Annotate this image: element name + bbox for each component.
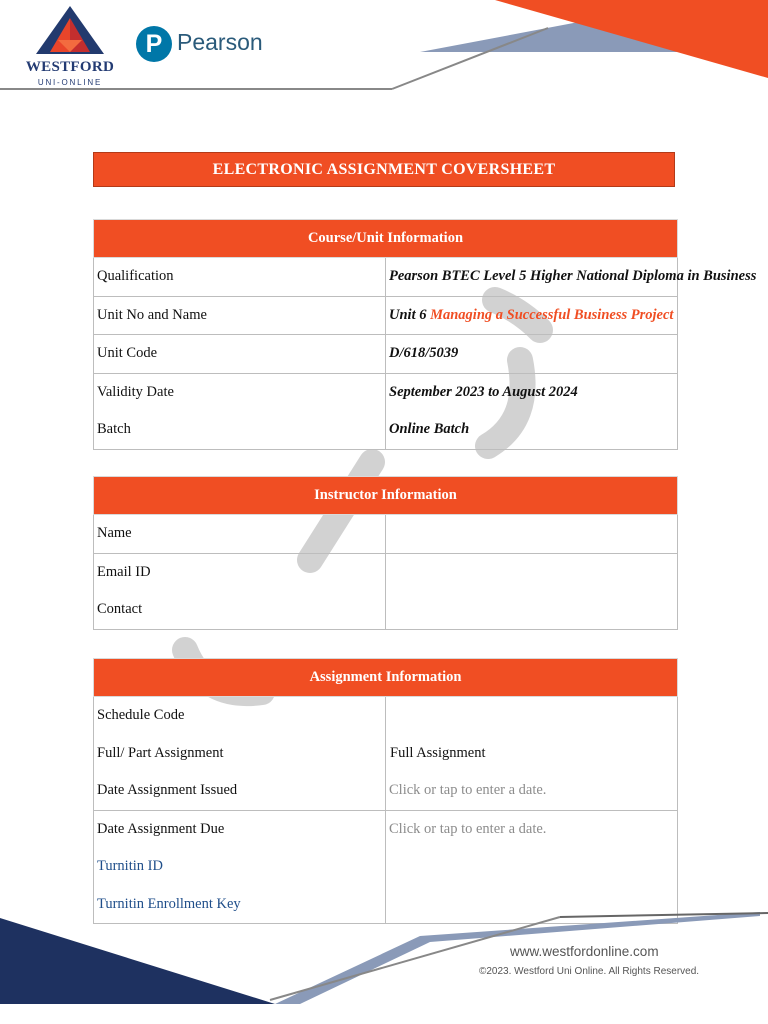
batch-value: Online Batch [389, 421, 470, 437]
instructor-email-label: Email ID [97, 563, 151, 580]
assignment-type-label: Full/ Part Assignment [97, 744, 224, 761]
unit-name: Managing a Successful Business Project [430, 306, 674, 323]
date-due-picker[interactable]: Click or tap to enter a date. [389, 820, 547, 837]
footer-navy-wedge [0, 918, 275, 1004]
date-issued-picker[interactable]: Click or tap to enter a date. [389, 782, 547, 798]
footer-website-link[interactable]: www.westfordonline.com [510, 944, 659, 959]
unit-code-value: D/618/5039 [389, 345, 459, 361]
footer-copyright: ©2023. Westford Uni Online. All Rights Reserved. [479, 966, 700, 977]
instructor-name-label: Name [97, 525, 132, 541]
pearson-wordmark: Pearson [177, 29, 263, 55]
westford-wordmark: WESTFORD [25, 59, 115, 75]
assignment-type-value: Full Assignment [390, 744, 486, 761]
unit-number: Unit 6 [389, 306, 427, 323]
pearson-p-icon: P [136, 26, 172, 62]
validity-value: September 2023 to August 2024 [389, 383, 578, 400]
unit-code-label: Unit Code [97, 345, 158, 361]
qualification-value: Pearson BTEC Level 5 Higher National Diploma in Business [389, 268, 757, 284]
westford-subtitle: UNI-ONLINE [37, 78, 103, 87]
date-issued-label: Date Assignment Issued [97, 782, 238, 798]
turnitin-key-label: Turnitin Enrollment Key [97, 895, 241, 912]
coversheet-title: ELECTRONIC ASSIGNMENT COVERSHEET [93, 152, 675, 187]
validity-label: Validity Date [97, 383, 174, 400]
course-info-header: Course/Unit Information [94, 220, 678, 258]
qualification-label: Qualification [97, 268, 174, 284]
instructor-contact-label: Contact [97, 601, 143, 617]
unit-label: Unit No and Name [97, 306, 207, 323]
batch-label: Batch [97, 421, 131, 437]
date-due-label: Date Assignment Due [97, 820, 225, 837]
assignment-info-header: Assignment Information [94, 659, 678, 697]
instructor-info-header: Instructor Information [94, 477, 678, 515]
schedule-code-label: Schedule Code [97, 707, 185, 723]
turnitin-id-label: Turnitin ID [97, 858, 163, 874]
